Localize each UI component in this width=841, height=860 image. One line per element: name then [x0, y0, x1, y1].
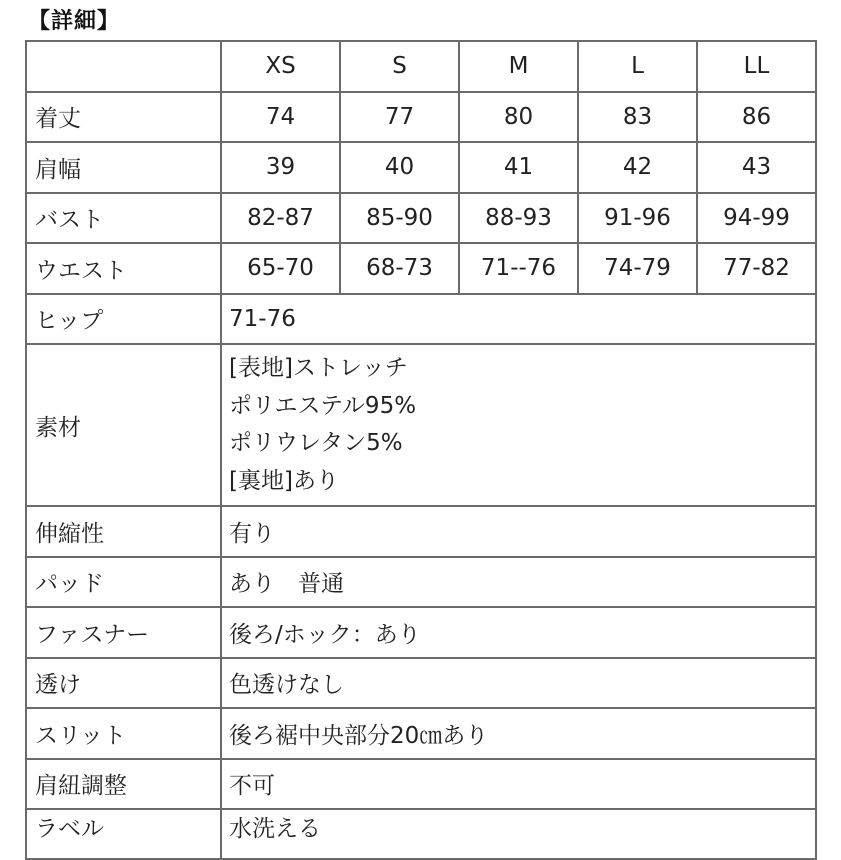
table-cell: 不可 — [221, 759, 816, 810]
table-cell: 91-96 — [578, 193, 697, 244]
row-label: 着丈 — [26, 92, 221, 143]
row-label: 肩幅 — [26, 142, 221, 193]
material-line: [表地]ストレッチ — [229, 355, 408, 381]
table-cell: 83 — [578, 92, 697, 143]
row-label: ラベル — [26, 809, 221, 859]
material-cell — [221, 344, 816, 506]
table-cell: 82-87 — [221, 193, 340, 244]
hip-row — [26, 294, 816, 345]
size-header-m: M — [459, 41, 578, 92]
row-label: バスト — [26, 193, 221, 244]
waist-row — [26, 243, 816, 294]
row-label: 透け — [26, 658, 221, 709]
row-label: ウエスト — [26, 243, 221, 294]
table-cell: 74 — [221, 92, 340, 143]
table-cell: 86 — [697, 92, 816, 143]
size-header-xs: XS — [221, 41, 340, 92]
material-line: [裏地]あり — [229, 467, 339, 494]
bust-row — [26, 193, 816, 244]
table-cell: 41 — [459, 142, 578, 193]
slit-row — [26, 708, 816, 759]
row-label: パッド — [26, 557, 221, 608]
size-header-ll: LL — [697, 41, 816, 92]
table-cell: 74-79 — [578, 243, 697, 294]
table-cell: 77 — [340, 92, 459, 143]
table-cell: 77-82 — [697, 243, 816, 294]
row-label: ファスナー — [26, 607, 221, 658]
shoulder-row — [26, 142, 816, 193]
row-label: ヒップ — [26, 294, 221, 345]
length-row — [26, 92, 816, 143]
sheer-row — [26, 658, 816, 709]
table-cell: 43 — [697, 142, 816, 193]
stretch-row — [26, 506, 816, 557]
section-heading: 【詳細】 — [28, 9, 121, 34]
table-cell: 水洗える — [221, 809, 816, 859]
row-label: スリット — [26, 708, 221, 759]
table-cell: 80 — [459, 92, 578, 143]
strap-adjust-row — [26, 759, 816, 810]
fastener-row — [26, 607, 816, 658]
table-cell: 85-90 — [340, 193, 459, 244]
table-cell: 71-76 — [221, 294, 816, 345]
material-line: ポリエステル95% — [229, 392, 417, 419]
material-line: ポリウレタン5% — [229, 430, 403, 456]
table-cell: 有り — [221, 506, 816, 557]
table-cell: 65-70 — [221, 243, 340, 294]
table-cell: 71--76 — [459, 243, 578, 294]
size-header-s: S — [340, 41, 459, 92]
table-cell: 後ろ裾中央部分20㎝あり — [221, 708, 816, 759]
table-cell: 94-99 — [697, 193, 816, 244]
row-label: 素材 — [26, 344, 221, 506]
table-cell: 39 — [221, 142, 340, 193]
table-cell: あり 普通 — [221, 557, 816, 608]
table-cell: 40 — [340, 142, 459, 193]
table-cell: 42 — [578, 142, 697, 193]
table-cell: 68-73 — [340, 243, 459, 294]
material-row — [26, 344, 816, 506]
table-cell: 色透けなし — [221, 658, 816, 709]
pad-row — [26, 557, 816, 608]
row-label: 伸縮性 — [26, 506, 221, 557]
row-label: 肩紐調整 — [26, 759, 221, 810]
size-spec-table — [25, 40, 817, 860]
corner-cell — [26, 41, 221, 92]
table-cell: 88-93 — [459, 193, 578, 244]
size-header-row — [26, 41, 816, 92]
size-header-l: L — [578, 41, 697, 92]
table-cell: 後ろ/ホック：あり — [221, 607, 816, 658]
cutoff-row — [26, 809, 816, 859]
